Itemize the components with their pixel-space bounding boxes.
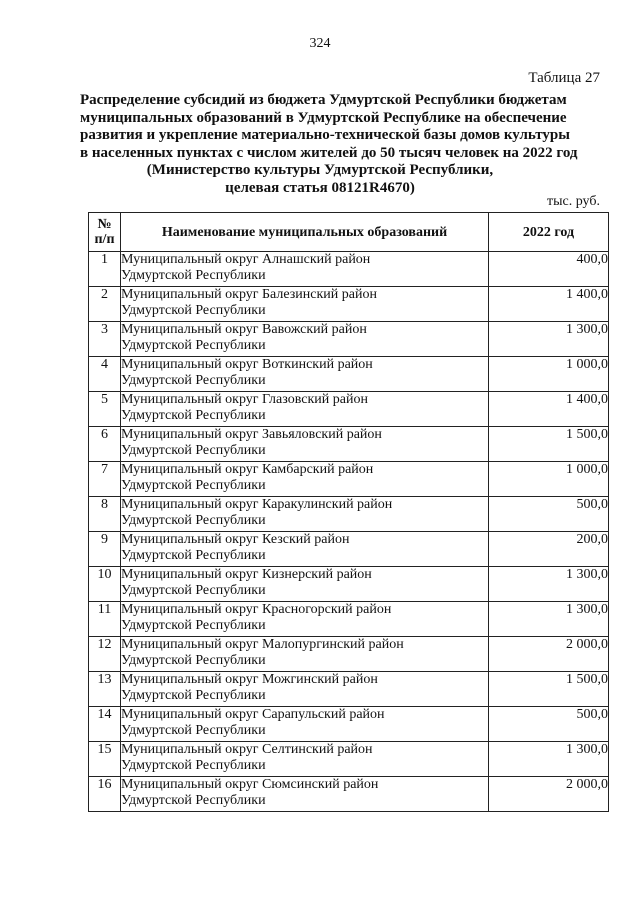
row-amount: 1 300,0	[489, 742, 609, 777]
row-amount: 500,0	[489, 497, 609, 532]
header-year: 2022 год	[489, 213, 609, 252]
row-municipality	[121, 497, 489, 532]
page-number: 324	[309, 36, 331, 51]
row-municipality-line1: Муниципальный округ Сарапульский район	[121, 707, 385, 722]
header-number-line2: п/п	[94, 232, 115, 247]
table-row	[89, 427, 609, 462]
row-number: 2	[89, 287, 121, 322]
header-number	[89, 213, 121, 252]
row-municipality	[121, 567, 489, 602]
table-row	[89, 532, 609, 567]
row-municipality	[121, 252, 489, 287]
row-municipality-line1: Муниципальный округ Вавожский район	[121, 322, 367, 337]
row-number: 8	[89, 497, 121, 532]
row-number: 3	[89, 322, 121, 357]
row-municipality-line1: Муниципальный округ Малопургинский район	[121, 637, 404, 652]
row-municipality	[121, 707, 489, 742]
row-municipality-line2: Удмуртской Республики	[121, 793, 266, 808]
subsidy-table	[88, 212, 609, 812]
row-municipality	[121, 637, 489, 672]
row-municipality-line1: Муниципальный округ Кезский район	[121, 532, 350, 547]
row-municipality-line1: Муниципальный округ Алнашский район	[121, 252, 371, 267]
header-number-line1: №	[97, 217, 112, 232]
row-municipality	[121, 742, 489, 777]
table-row	[89, 707, 609, 742]
title-line: развития и укрепление материально-технической базы домов культуры	[80, 127, 570, 143]
row-amount: 2 000,0	[489, 637, 609, 672]
row-amount: 2 000,0	[489, 777, 609, 812]
title-line: Распределение субсидий из бюджета Удмуртской Республики бюджетам	[80, 92, 567, 108]
row-municipality	[121, 427, 489, 462]
row-municipality-line2: Удмуртской Республики	[121, 583, 266, 598]
row-amount: 400,0	[489, 252, 609, 287]
row-number: 11	[89, 602, 121, 637]
row-municipality-line1: Муниципальный округ Можгинский район	[121, 672, 378, 687]
row-municipality-line2: Удмуртской Республики	[121, 688, 266, 703]
row-number: 10	[89, 567, 121, 602]
row-municipality-line2: Удмуртской Республики	[121, 268, 266, 283]
row-municipality	[121, 357, 489, 392]
table-header-row	[89, 213, 609, 252]
table-row	[89, 462, 609, 497]
row-amount: 1 400,0	[489, 392, 609, 427]
row-number: 14	[89, 707, 121, 742]
row-municipality-line2: Удмуртской Республики	[121, 513, 266, 528]
row-amount: 1 300,0	[489, 322, 609, 357]
row-amount: 1 000,0	[489, 462, 609, 497]
table-row	[89, 567, 609, 602]
table-row	[89, 392, 609, 427]
row-municipality-line2: Удмуртской Республики	[121, 338, 266, 353]
row-amount: 500,0	[489, 707, 609, 742]
title-line: в населенных пунктах с числом жителей до 50 тысяч человек на 2022 год	[80, 144, 578, 161]
row-municipality-line1: Муниципальный округ Завьяловский район	[121, 427, 382, 442]
row-municipality-line2: Удмуртской Республики	[121, 618, 266, 633]
row-municipality-line1: Муниципальный округ Каракулинский район	[121, 497, 393, 512]
row-municipality-line2: Удмуртской Республики	[121, 408, 266, 423]
row-municipality-line2: Удмуртской Республики	[121, 443, 266, 458]
row-municipality-line2: Удмуртской Республики	[121, 653, 266, 668]
row-amount: 1 500,0	[489, 427, 609, 462]
table-label: Таблица 27	[528, 70, 600, 86]
row-municipality	[121, 287, 489, 322]
table-row	[89, 742, 609, 777]
units-label: тыс. руб.	[547, 194, 600, 209]
table-row	[89, 672, 609, 707]
row-amount: 200,0	[489, 532, 609, 567]
row-municipality-line2: Удмуртской Республики	[121, 758, 266, 773]
title-line: (Министерство культуры Удмуртской Республики,	[146, 162, 494, 178]
row-number: 9	[89, 532, 121, 567]
document-title	[80, 92, 578, 197]
table-row	[89, 322, 609, 357]
row-municipality-line1: Муниципальный округ Селтинский район	[121, 742, 373, 757]
table-body	[89, 252, 609, 812]
row-municipality	[121, 532, 489, 567]
table-row	[89, 357, 609, 392]
row-municipality-line2: Удмуртской Республики	[121, 478, 266, 493]
row-number: 13	[89, 672, 121, 707]
row-amount: 1 500,0	[489, 672, 609, 707]
row-municipality-line2: Удмуртской Республики	[121, 373, 266, 388]
table-row	[89, 287, 609, 322]
row-municipality-line2: Удмуртской Республики	[121, 303, 266, 318]
row-municipality-line1: Муниципальный округ Камбарский район	[121, 462, 374, 477]
row-number: 6	[89, 427, 121, 462]
row-amount: 1 000,0	[489, 357, 609, 392]
table-row	[89, 252, 609, 287]
row-amount: 1 300,0	[489, 602, 609, 637]
row-municipality	[121, 392, 489, 427]
row-number: 16	[89, 777, 121, 812]
row-municipality-line1: Муниципальный округ Сюмсинский район	[121, 777, 379, 792]
table-row	[89, 637, 609, 672]
title-line: целевая статья 08121R4670)	[225, 179, 415, 196]
row-amount: 1 300,0	[489, 567, 609, 602]
row-number: 1	[89, 252, 121, 287]
row-municipality	[121, 322, 489, 357]
row-municipality-line1: Муниципальный округ Балезинский район	[121, 287, 377, 302]
row-municipality-line1: Муниципальный округ Кизнерский район	[121, 567, 372, 582]
table-row	[89, 777, 609, 812]
title-line: муниципальных образований в Удмуртской Республике на обеспечение	[80, 109, 567, 126]
row-municipality	[121, 777, 489, 812]
table-row	[89, 497, 609, 532]
row-municipality	[121, 672, 489, 707]
row-municipality	[121, 462, 489, 497]
row-municipality-line1: Муниципальный округ Воткинский район	[121, 357, 373, 372]
table-row	[89, 602, 609, 637]
row-municipality	[121, 602, 489, 637]
row-number: 4	[89, 357, 121, 392]
row-municipality-line2: Удмуртской Республики	[121, 548, 266, 563]
row-municipality-line2: Удмуртской Республики	[121, 723, 266, 738]
row-municipality-line1: Муниципальный округ Красногорский район	[121, 602, 392, 617]
row-number: 15	[89, 742, 121, 777]
row-municipality-line1: Муниципальный округ Глазовский район	[121, 392, 368, 407]
row-number: 5	[89, 392, 121, 427]
row-number: 12	[89, 637, 121, 672]
header-name: Наименование муниципальных образований	[121, 213, 489, 252]
row-number: 7	[89, 462, 121, 497]
row-amount: 1 400,0	[489, 287, 609, 322]
